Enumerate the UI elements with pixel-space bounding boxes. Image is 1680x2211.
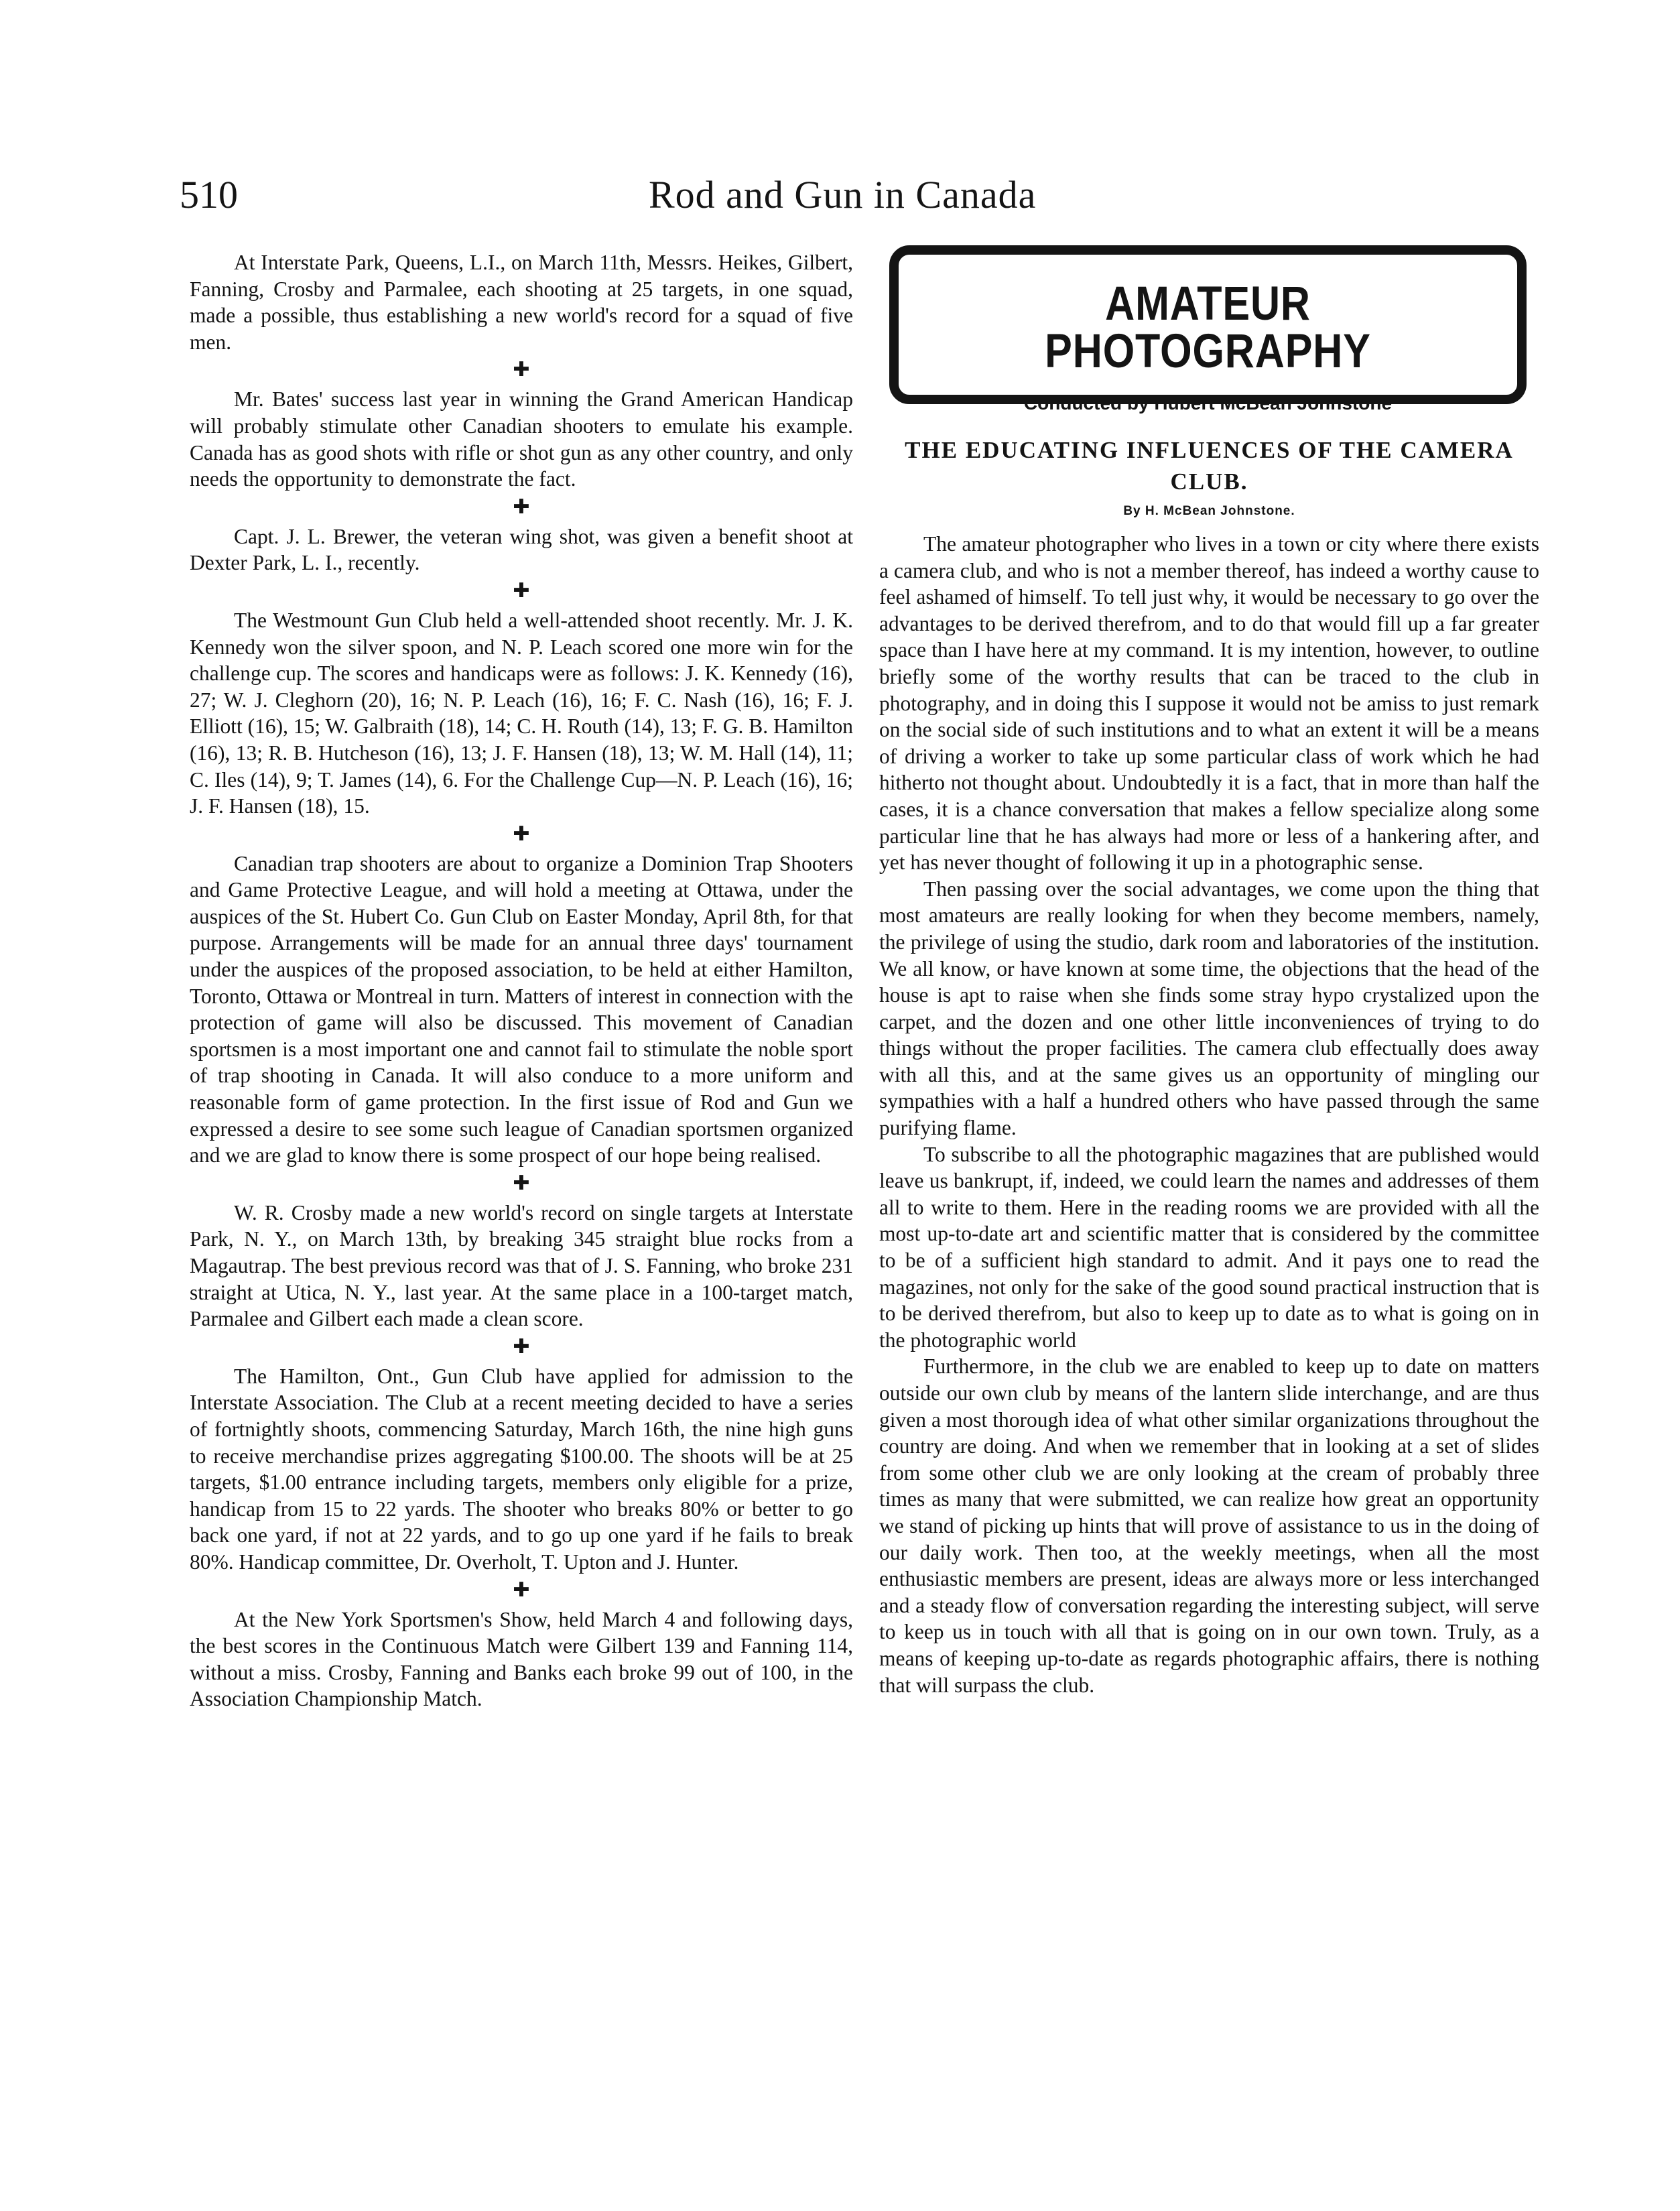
article-title: THE EDUCATING INFLUENCES OF THE CAMERA CLUB. [905, 437, 1514, 495]
separator-cross-icon: ✚ [513, 1578, 530, 1601]
separator-cross-icon: ✚ [513, 359, 530, 381]
separator-cross-icon: ✚ [513, 822, 530, 845]
right-column [879, 531, 1539, 1698]
page-number: 510 [180, 173, 238, 216]
article-paragraph: Furthermore, in the club we are enabled to keep up to date on matters outside our own club by means of the lantern slide interchange, and are thus given a most thorough idea of what other similar organizations throughout the country are doing. And when we remember that in looking at a set of slides from some other club we are only looking at the cream of probably three times as many that were submitted, we can realize how great an opportunity we stand of picking up hints that will prove of assistance to us in the doing of our daily work. Then too, at the weekly meetings, when all the most enthusiastic members are present, ideas are always more or less interchanged and a steady flow of conversation regarding the interesting subject, will serve to keep us in touch with all that is going on in our own town. Truly, as a means of keeping up-to-date as regards photographic affairs, there is nothing that will surpass the club. [879, 1354, 1539, 1697]
article-byline: By H. McBean Johnstone. [1123, 504, 1295, 518]
news-item: The Westmount Gun Club held a well-attended shoot recently. Mr. J. K. Kennedy won the silver spoon, and N. P. Leach scored one more win for the challenge cup. The scores and handicaps were as follows: J. K. Kennedy (16), 27; W. J. Cleghorn (20), 16; N. P. Leach (16), 16; F. C. Nash (16), 16; F. J. Elliott (16), 15; W. Galbraith (18), 14; C. H. Routh (14), 13; F. G. B. Hamilton (16), 13; R. B. Hutcheson (16), 13; J. F. Hansen (18), 13; W. M. Hall (14), 11; C. Iles (14), 9; T. James (14), 6. For the Challenge Cup—N. P. Leach (16), 16; J. F. Hansen (18), 15. [190, 608, 853, 818]
news-item: At the New York Sportsmen's Show, held March 4 and following days, the best scores in the Continuous Match were Gilbert 139 and Fanning 114, without a miss. Crosby, Fanning and Banks each broke 99 out of 100, in the Association Championship Match. [190, 1607, 853, 1711]
news-item: The Hamilton, Ont., Gun Club have applied for admission to the Interstate Association. The Club at a recent meeting decided to have a series of fortnightly shoots, commencing Saturday, March 16th, the nine high guns to receive merchandise prizes aggregating $100.00. The shoots will be at 25 targets, $1.00 entrance including targets, members only eligible for a prize, handicap from 15 to 22 yards. The shooter who breaks 80% or better to go back one yard, if not at 22 yards, and to go up one yard if he fails to break 80%. Handicap committee, Dr. Overholt, T. Upton and J. Hunter. [190, 1364, 853, 1574]
article-paragraph: To subscribe to all the photographic magazines that are published would leave us bankrupt, if, indeed, we could learn the names and addresses of them all to write to them. Here in the reading rooms we are provided with all the most up-to-date art and scientific matter that is considered by the committee to be of a sufficient high standard to admit. And it pays one to read the magazines, not only for the sake of the good sound practical instruction that is to be derived therefrom, but also to keep up to date as to what is going on in the photographic world [879, 1142, 1540, 1352]
separator-cross-icon: ✚ [513, 579, 530, 602]
journal-title: Rod and Gun in Canada [649, 173, 1037, 216]
section-subtitle: Conducted by Hubert McBean Johnstone [1023, 393, 1393, 414]
section-heading-box [889, 245, 1527, 414]
left-column [190, 249, 853, 1712]
news-item: W. R. Crosby made a new world's record on single targets at Interstate Park, N. Y., on March 13th, by breaking 345 straight blue rocks from a Magautrap. The best previous record was that of J. S. Fanning, who broke 231 straight at Utica, N. Y., last year. At the same place in a 100-target match, Parmalee and Gilbert each made a clean score. [190, 1200, 853, 1331]
separator-cross-icon: ✚ [513, 1172, 530, 1194]
separator-cross-icon: ✚ [513, 1335, 530, 1358]
news-item: Capt. J. L. Brewer, the veteran wing shot, was given a benefit shoot at Dexter Park, L. I., recently. [190, 524, 853, 575]
news-item: At Interstate Park, Queens, L.I., on March 11th, Messrs. Heikes, Gilbert, Fanning, Crosby and Parmalee, each shooting at 25 targets, in one squad, made a possible, thus establishing a new world's record for a squad of five men. [190, 251, 853, 354]
article-paragraph: Then passing over the social advantages, we come upon the thing that most amateurs are really looking for when they become members, namely, the privilege of using the studio, dark room and laboratories of the institution. We all know, or have known at some time, the objections that the head of the house is apt to raise when she finds some stray hypo crystalized upon the carpet, and the dozen and one other little inconveniences of trying to do things without the proper facilities. The camera club effectually does away with all this, and at the same gives us an opportunity of mingling our sympathies with a half a hundred others who have passed through the same purifying flame. [879, 877, 1539, 1140]
news-item: Canadian trap shooters are about to organize a Dominion Trap Shooters and Game Protective League, and will hold a meeting at Ottawa, under the auspices of the St. Hubert Co. Gun Club on Easter Monday, April 8th, for that purpose. Arrangements will be made for an annual three days' tournament under the auspices of the proposed association, to be held at either Hamilton, Toronto, Ottawa or Montreal in turn. Matters of interest in connection with the protection of game will also be discussed. This movement of Canadian sportsmen is a most important one and cannot fail to stimulate the noble sport of trap shooting in Canada. It will also conduce to a more uniform and reasonable form of game protection. In the first issue of Rod and Gun we expressed a desire to see some such league of Canadian sportsmen organized and we are glad to know there is some prospect of our hope being realised. [190, 851, 853, 1167]
news-item: Mr. Bates' success last year in winning the Grand American Handicap will probably stimulate other Canadian shooters to emulate his example. Canada has as good shots with rifle or shot gun as any other country, and only needs the opportunity to demonstrate the fact. [190, 387, 853, 491]
section-title: AMATEUR PHOTOGRAPHY [1045, 277, 1371, 378]
article-paragraph: The amateur photographer who lives in a town or city where there exists a camera club, and who is not a member thereof, has indeed a worthy cause to feel ashamed of himself. To tell just why, it would be necessary to go over the advantages to be derived therefrom, and to do that would fill up a far greater space than I have here at my command. It is my intention, however, to outline briefly some of the worthy results that can be traced to the club in photography, and in doing this I suppose it would not be amiss to just remark on the social side of such institutions and to what an extent it will be a means of driving a worker to take up some particular class of work which he had hitherto not thought about. Undoubtedly it is a fact, that in more than half the cases, it is a chance conversation that makes a fellow specialize along some particular line that he has always had more or less of a hankering after, and yet has never thought of following it up in a photographic sense. [879, 532, 1539, 875]
separator-cross-icon: ✚ [513, 495, 530, 518]
